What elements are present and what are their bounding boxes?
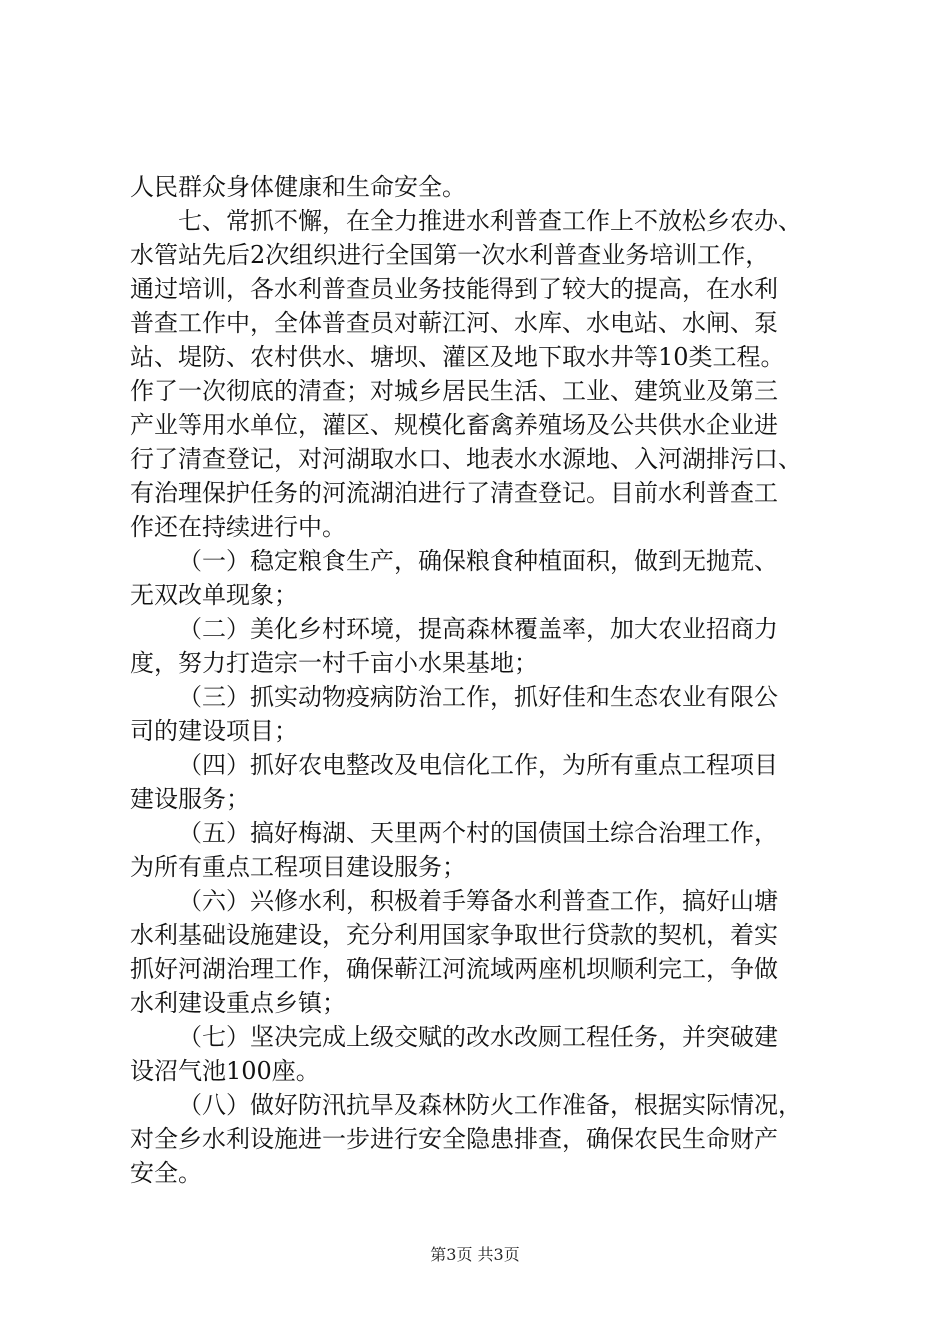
text-line: 普查工作中，全体普查员对蕲江河、水库、水电站、水闸、泵	[130, 309, 778, 337]
text-line: 水管站先后2次组织进行全国第一次水利普查业务培训工作，	[130, 241, 770, 269]
text-line: 作了一次彻底的清查；对城乡居民生活、工业、建筑业及第三	[130, 377, 778, 405]
text-line: 抓好河湖治理工作，确保蕲江河流域两座机坝顺利完工，争做	[130, 955, 778, 983]
text-line: （二）美化乡村环境，提高森林覆盖率，加大农业招商力	[178, 615, 778, 643]
text-line: 行了清查登记，对河湖取水口、地表水水源地、入河湖排污口、	[130, 445, 802, 473]
text-line: （五）搞好梅湖、天里两个村的国债国土综合治理工作，	[178, 819, 778, 847]
text-line: （一）稳定粮食生产，确保粮食种植面积，做到无抛荒、	[178, 547, 778, 575]
text-line: 设沼气池100座。	[130, 1057, 320, 1085]
text-line: 度，努力打造宗一村千亩小水果基地；	[130, 649, 538, 677]
page-footer: 第3页 共3页	[430, 1245, 520, 1264]
text-line: 站、堤防、农村供水、塘坝、灌区及地下取水井等10类工程。	[130, 343, 785, 371]
text-line: 有治理保护任务的河流湖泊进行了清查登记。目前水利普查工	[130, 479, 778, 507]
text-line: 安全。	[130, 1159, 202, 1187]
text-line: （四）抓好农电整改及电信化工作，为所有重点工程项目	[178, 751, 778, 779]
text-line: 作还在持续进行中。	[130, 513, 346, 541]
text-line: （七）坚决完成上级交赋的改水改厕工程任务，并突破建	[178, 1023, 778, 1051]
text-line: 司的建设项目；	[130, 717, 298, 745]
text-line: （六）兴修水利，积极着手筹备水利普查工作，搞好山塘	[178, 887, 778, 915]
text-line: 对全乡水利设施进一步进行安全隐患排查，确保农民生命财产	[130, 1125, 778, 1153]
text-line: 人民群众身体健康和生命安全。	[130, 173, 466, 201]
text-line: （三）抓实动物疫病防治工作，抓好佳和生态农业有限公	[178, 683, 778, 711]
text-line: 无双改单现象；	[130, 581, 298, 609]
text-line: 水利基础设施建设，充分利用国家争取世行贷款的契机，着实	[130, 921, 778, 949]
text-line: 水利建设重点乡镇；	[130, 989, 346, 1017]
text-line: 为所有重点工程项目建设服务；	[130, 853, 466, 881]
text-line: 建设服务；	[130, 785, 250, 813]
text-line: 通过培训，各水利普查员业务技能得到了较大的提高，在水利	[130, 275, 778, 303]
text-line: 七、常抓不懈，在全力推进水利普查工作上不放松乡农办、	[178, 207, 802, 235]
text-line: 产业等用水单位，灌区、规模化畜禽养殖场及公共供水企业进	[130, 411, 778, 439]
text-line: （八）做好防汛抗旱及森林防火工作准备，根据实际情况，	[178, 1091, 802, 1119]
